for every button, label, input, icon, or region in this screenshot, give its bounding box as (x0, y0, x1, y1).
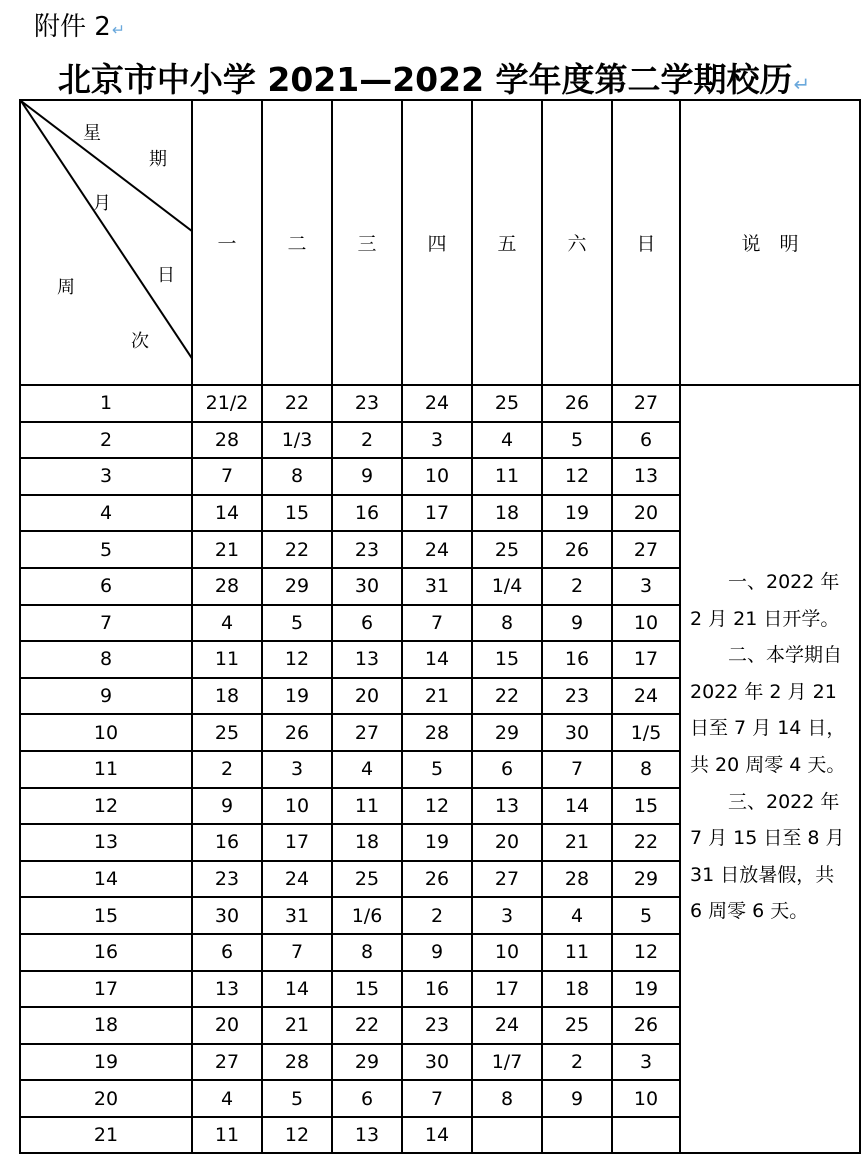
date-cell-sat: 9 (542, 1080, 612, 1117)
week-number: 16 (20, 934, 192, 971)
week-number: 5 (20, 531, 192, 568)
date-cell-sun: 13 (612, 458, 680, 495)
document-title: 北京市中小学 2021—2022 学年度第二学期校历↵ (57, 60, 811, 99)
week-number: 1 (20, 385, 192, 422)
date-cell-thu: 5 (402, 751, 472, 788)
date-cell-tue: 26 (262, 714, 332, 751)
week-number: 20 (20, 1080, 192, 1117)
date-cell-thu: 14 (402, 641, 472, 678)
date-cell-thu: 24 (402, 385, 472, 422)
date-cell-mon: 30 (192, 897, 262, 934)
date-cell-wed: 15 (332, 971, 402, 1008)
date-cell-sat: 18 (542, 971, 612, 1008)
notes-cell (680, 385, 860, 1153)
date-cell-fri: 25 (472, 385, 542, 422)
date-cell-sun: 1/5 (612, 714, 680, 751)
date-cell-sat: 5 (542, 422, 612, 459)
date-cell-sat: 16 (542, 641, 612, 678)
day-header-tue: 二 (262, 100, 332, 385)
week-number: 19 (20, 1044, 192, 1081)
date-cell-sat: 2 (542, 568, 612, 605)
date-cell-wed: 23 (332, 385, 402, 422)
date-cell-thu: 19 (402, 824, 472, 861)
date-cell-mon: 14 (192, 495, 262, 532)
date-cell-wed: 9 (332, 458, 402, 495)
date-cell-mon: 2 (192, 751, 262, 788)
date-cell-fri: 3 (472, 897, 542, 934)
date-cell-mon: 21 (192, 531, 262, 568)
diagonal-lines (21, 101, 193, 384)
date-cell-mon: 27 (192, 1044, 262, 1081)
date-cell-sun: 20 (612, 495, 680, 532)
school-calendar-table (19, 99, 861, 1154)
date-cell-sat: 14 (542, 788, 612, 825)
date-cell-fri: 18 (472, 495, 542, 532)
date-cell-thu: 30 (402, 1044, 472, 1081)
date-cell-fri: 4 (472, 422, 542, 459)
date-cell-fri: 6 (472, 751, 542, 788)
date-cell-fri: 15 (472, 641, 542, 678)
date-cell-sun: 8 (612, 751, 680, 788)
date-cell-sun: 3 (612, 1044, 680, 1081)
date-cell-sun: 19 (612, 971, 680, 1008)
date-cell-fri: 27 (472, 861, 542, 898)
date-cell-wed: 4 (332, 751, 402, 788)
date-cell-fri: 22 (472, 678, 542, 715)
date-cell-wed: 29 (332, 1044, 402, 1081)
annex-label: 附件 2↵ (34, 12, 125, 42)
date-cell-thu: 2 (402, 897, 472, 934)
date-cell-tue: 5 (262, 1080, 332, 1117)
date-cell-tue: 17 (262, 824, 332, 861)
date-cell-fri: 8 (472, 1080, 542, 1117)
date-cell-thu: 9 (402, 934, 472, 971)
day-header-mon: 一 (192, 100, 262, 385)
week-number: 4 (20, 495, 192, 532)
date-cell-fri: 25 (472, 531, 542, 568)
date-cell-sun: 24 (612, 678, 680, 715)
date-cell-sun: 5 (612, 897, 680, 934)
date-cell-tue: 22 (262, 531, 332, 568)
date-cell-sun: 10 (612, 605, 680, 642)
note-item3: 三、2022 年 7 月 15 日至 8 月 31 日放暑假，共 6 周零 6 天。 (690, 790, 845, 923)
date-cell-sat: 4 (542, 897, 612, 934)
date-cell-mon: 28 (192, 422, 262, 459)
date-cell-mon: 23 (192, 861, 262, 898)
date-cell-mon: 9 (192, 788, 262, 825)
date-cell-wed: 6 (332, 605, 402, 642)
date-cell-thu: 7 (402, 1080, 472, 1117)
week-number: 2 (20, 422, 192, 459)
date-cell-thu: 31 (402, 568, 472, 605)
date-cell-fri: 17 (472, 971, 542, 1008)
date-cell-tue: 31 (262, 897, 332, 934)
date-cell-sat: 11 (542, 934, 612, 971)
date-cell-mon: 7 (192, 458, 262, 495)
date-cell-mon: 25 (192, 714, 262, 751)
date-cell-mon: 11 (192, 1117, 262, 1154)
date-cell-fri: 24 (472, 1007, 542, 1044)
day-header-fri: 五 (472, 100, 542, 385)
label-qi: 期 (149, 149, 167, 170)
date-cell-wed: 18 (332, 824, 402, 861)
date-cell-mon: 20 (192, 1007, 262, 1044)
date-cell-wed: 22 (332, 1007, 402, 1044)
date-cell-tue: 3 (262, 751, 332, 788)
week-number: 13 (20, 824, 192, 861)
date-cell-wed: 16 (332, 495, 402, 532)
date-cell-thu: 28 (402, 714, 472, 751)
label-ci: 次 (131, 331, 149, 352)
date-cell-thu: 12 (402, 788, 472, 825)
date-cell-sat: 30 (542, 714, 612, 751)
date-cell-sun (612, 1117, 680, 1154)
day-header-thu: 四 (402, 100, 472, 385)
date-cell-sat: 26 (542, 385, 612, 422)
date-cell-tue: 22 (262, 385, 332, 422)
date-cell-wed: 20 (332, 678, 402, 715)
date-cell-sun: 15 (612, 788, 680, 825)
week-number: 21 (20, 1117, 192, 1154)
date-cell-thu: 7 (402, 605, 472, 642)
date-cell-sat: 26 (542, 531, 612, 568)
date-cell-thu: 23 (402, 1007, 472, 1044)
date-cell-tue: 5 (262, 605, 332, 642)
note-item2: 二、本学期自 2022 年 2 月 21 日至 7 月 14 日，共 20 周零 4 天。 (690, 644, 846, 776)
week-number: 3 (20, 458, 192, 495)
date-cell-wed: 13 (332, 641, 402, 678)
date-cell-tue: 19 (262, 678, 332, 715)
week-number: 15 (20, 897, 192, 934)
date-cell-tue: 10 (262, 788, 332, 825)
date-cell-sat: 9 (542, 605, 612, 642)
header-row (20, 100, 860, 385)
label-zhou: 周 (57, 277, 75, 298)
date-cell-sat: 2 (542, 1044, 612, 1081)
date-cell-tue: 8 (262, 458, 332, 495)
date-cell-tue: 15 (262, 495, 332, 532)
date-cell-tue: 1/3 (262, 422, 332, 459)
date-cell-mon: 21/2 (192, 385, 262, 422)
date-cell-sat: 7 (542, 751, 612, 788)
date-cell-wed: 1/6 (332, 897, 402, 934)
date-cell-wed: 8 (332, 934, 402, 971)
day-header-sat: 六 (542, 100, 612, 385)
date-cell-fri: 20 (472, 824, 542, 861)
paragraph-mark-icon: ↵ (793, 73, 811, 96)
date-cell-wed: 23 (332, 531, 402, 568)
week-number: 7 (20, 605, 192, 642)
date-cell-thu: 3 (402, 422, 472, 459)
date-cell-fri (472, 1117, 542, 1154)
diagonal-header-cell (20, 100, 192, 385)
date-cell-sat: 28 (542, 861, 612, 898)
date-cell-fri: 10 (472, 934, 542, 971)
date-cell-wed: 30 (332, 568, 402, 605)
date-cell-sat: 21 (542, 824, 612, 861)
date-cell-sun: 26 (612, 1007, 680, 1044)
date-cell-thu: 16 (402, 971, 472, 1008)
date-cell-mon: 6 (192, 934, 262, 971)
date-cell-sat: 23 (542, 678, 612, 715)
date-cell-mon: 16 (192, 824, 262, 861)
date-cell-sat: 25 (542, 1007, 612, 1044)
date-cell-tue: 7 (262, 934, 332, 971)
date-cell-fri: 29 (472, 714, 542, 751)
date-cell-mon: 4 (192, 1080, 262, 1117)
day-header-sun: 日 (612, 100, 680, 385)
date-cell-wed: 2 (332, 422, 402, 459)
date-cell-wed: 25 (332, 861, 402, 898)
date-cell-sun: 3 (612, 568, 680, 605)
date-cell-sun: 27 (612, 531, 680, 568)
date-cell-wed: 11 (332, 788, 402, 825)
date-cell-wed: 27 (332, 714, 402, 751)
date-cell-thu: 17 (402, 495, 472, 532)
date-cell-tue: 14 (262, 971, 332, 1008)
week-number: 10 (20, 714, 192, 751)
date-cell-mon: 18 (192, 678, 262, 715)
date-cell-sat: 19 (542, 495, 612, 532)
date-cell-sat (542, 1117, 612, 1154)
date-cell-wed: 13 (332, 1117, 402, 1154)
week-number: 18 (20, 1007, 192, 1044)
week-number: 14 (20, 861, 192, 898)
date-cell-sun: 22 (612, 824, 680, 861)
label-xing: 星 (83, 123, 101, 144)
date-cell-tue: 21 (262, 1007, 332, 1044)
week-number: 17 (20, 971, 192, 1008)
week-number: 6 (20, 568, 192, 605)
week-number: 12 (20, 788, 192, 825)
date-cell-thu: 10 (402, 458, 472, 495)
date-cell-thu: 14 (402, 1117, 472, 1154)
date-cell-tue: 12 (262, 641, 332, 678)
date-cell-tue: 29 (262, 568, 332, 605)
week-number: 9 (20, 678, 192, 715)
date-cell-mon: 28 (192, 568, 262, 605)
date-cell-fri: 13 (472, 788, 542, 825)
date-cell-fri: 1/7 (472, 1044, 542, 1081)
date-cell-sat: 12 (542, 458, 612, 495)
paragraph-mark-icon: ↵ (111, 21, 125, 39)
date-cell-thu: 26 (402, 861, 472, 898)
week-number: 11 (20, 751, 192, 788)
label-ri: 日 (157, 265, 175, 286)
date-cell-sun: 29 (612, 861, 680, 898)
day-header-wed: 三 (332, 100, 402, 385)
date-cell-tue: 28 (262, 1044, 332, 1081)
date-cell-sun: 10 (612, 1080, 680, 1117)
date-cell-sun: 17 (612, 641, 680, 678)
date-cell-wed: 6 (332, 1080, 402, 1117)
date-cell-thu: 24 (402, 531, 472, 568)
date-cell-sun: 27 (612, 385, 680, 422)
label-yue: 月 (93, 193, 111, 214)
week-number: 8 (20, 641, 192, 678)
date-cell-thu: 21 (402, 678, 472, 715)
week-row (20, 385, 860, 422)
date-cell-fri: 8 (472, 605, 542, 642)
date-cell-mon: 13 (192, 971, 262, 1008)
date-cell-tue: 12 (262, 1117, 332, 1154)
notes-header: 说 明 (680, 100, 860, 385)
date-cell-sun: 6 (612, 422, 680, 459)
date-cell-mon: 4 (192, 605, 262, 642)
date-cell-fri: 1/4 (472, 568, 542, 605)
date-cell-fri: 11 (472, 458, 542, 495)
date-cell-tue: 24 (262, 861, 332, 898)
date-cell-mon: 11 (192, 641, 262, 678)
note-item1: 一、2022 年 2 月 21 日开学。 (690, 571, 840, 630)
date-cell-sun: 12 (612, 934, 680, 971)
